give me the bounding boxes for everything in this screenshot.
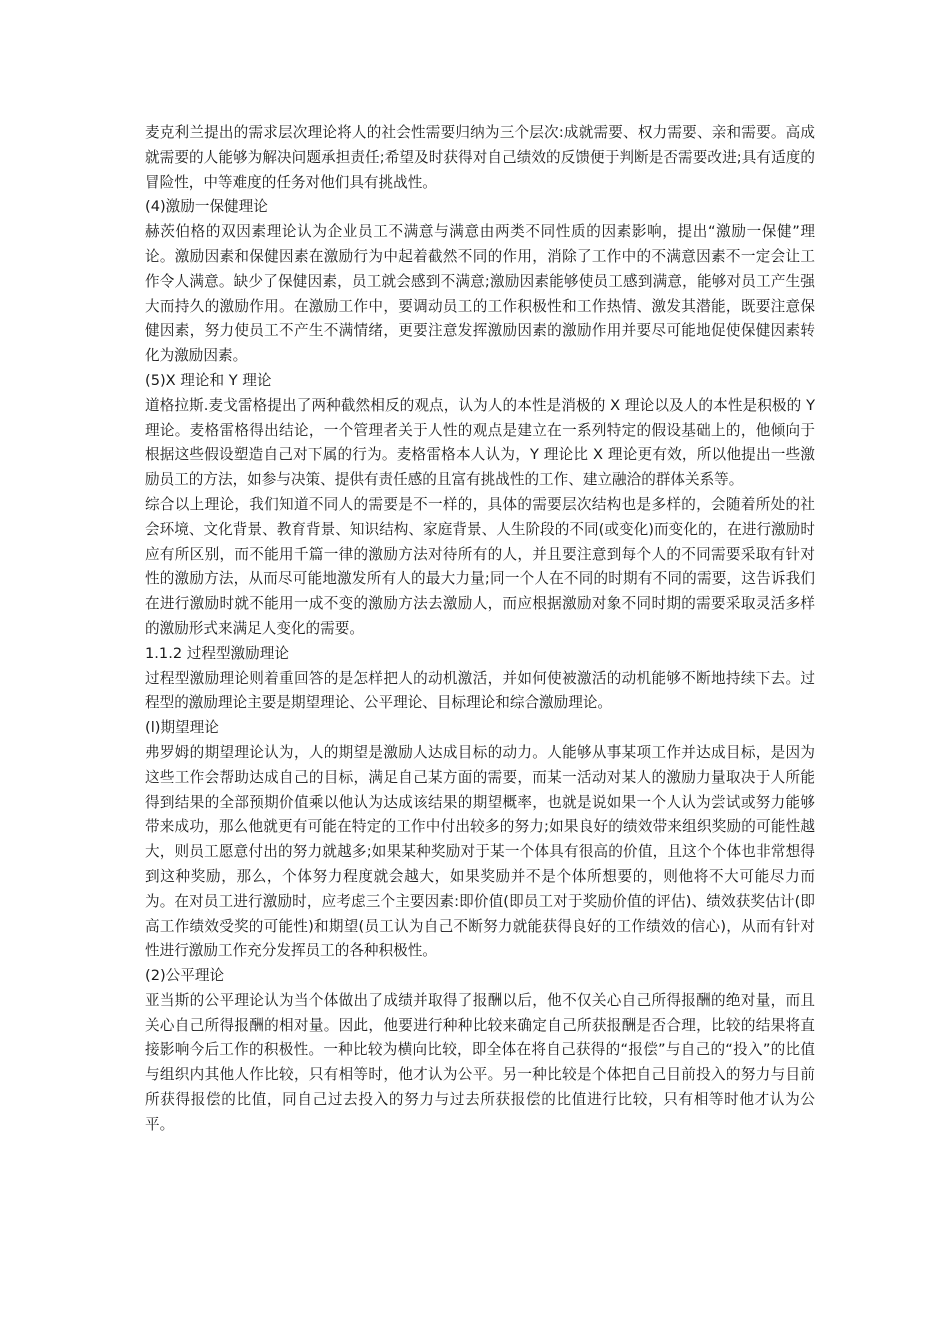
paragraph-process-intro: 过程型激励理论则着重回答的是怎样把人的动机激活，并如何使被激活的动机能够不断地持续下去。过程型的激励理论主要是期望理论、公平理论、目标理论和综合激励理论。 (145, 669, 815, 712)
paragraph-herzberg: 赫茨伯格的双因素理论认为企业员工不满意与满意由两类不同性质的因素影响，提出“激励一保健”理论。激励因素和保健因素在激励行为中起着截然不同的作用，消除了工作中的不满意因素不一定会让工作令人满意。缺少了保健因素，员工就会感到不满意;激励因素能够使员工感到满意，能够对员工产生强大而持久的激励作用。在激励工作中，要调动员工的工作积极性和工作热情、激发其潜能，既要注意保健因素，努力使员工不产生不满情绪，更要注意发挥激励因素的激励作用并要尽可能地促使保健因素转化为激励因素。 (145, 223, 815, 365)
paragraph-mcclelland: 麦克利兰提出的需求层次理论将人的社会性需要归纳为三个层次:成就需要、权力需要、亲和需要。高成就需要的人能够为解决问题承担责任;希望及时获得对自己绩效的反馈便于判断是否需要改进;具有适度的冒险性，中等难度的任务对他们具有挑战性。 (145, 124, 815, 191)
document-page (145, 121, 815, 1138)
heading-process-theory: 1.1.2 过程型激励理论 (145, 644, 289, 662)
paragraph-mcgregor: 道格拉斯.麦戈雷格提出了两种截然相反的观点，认为人的本性是消极的 X 理论以及人的本性是积极的 Y 理论。麦格雷格得出结论，一个管理者关于人性的观点是建立在一系列特定的假设基础上的，他倾向于根据这些假设塑造自己对下属的行为。麦格雷格本人认为，Y 理论比 X 理论更有效，所以他提出一些激励员工的方法，如参与决策、提供有责任感的且富有挑战性的工作、建立融洽的群体关系等。 (145, 396, 815, 489)
paragraph-vroom: 弗罗姆的期望理论认为，人的期望是激励人达成目标的动力。人能够从事某项工作并达成目标，是因为这些工作会帮助达成自己的目标，满足自己某方面的需要，而某一活动对某人的激励力量取决于人所能得到结果的全部预期价值乘以他认为达成该结果的期望概率，也就是说如果一个人认为尝试或努力能够带来成功，那么他就更有可能在特定的工作中付出较多的努力;如果良好的绩效带来组织奖励的可能性越大，则员工愿意付出的努力就越多;如果某种奖励对于某一个体具有很高的价值，且这个个体也非常想得到这种奖励，那么，个体努力程度就会越大，如果奖励并不是个体所想要的，则他将不大可能尽力而为。在对员工进行激励时，应考虑三个主要因素:即价值(即员工对于奖励价值的评估)、绩效获奖估计(即高工作绩效受奖的可能性)和期望(员工认为自己不断努力就能获得良好的工作绩效的信心)，从而有针对性进行激励工作充分发挥员工的各种积极性。 (145, 743, 815, 960)
heading-motivation-hygiene: (4)激励一保健理论 (145, 198, 268, 216)
heading-x-y-theory: (5)X 理论和 Y 理论 (145, 371, 272, 389)
heading-expectancy: (l)期望理论 (145, 719, 219, 737)
paragraph-adams: 亚当斯的公平理论认为当个体做出了成绩并取得了报酬以后，他不仅关心自己所得报酬的绝对量，而且关心自己所得报酬的相对量。因此，他要进行种种比较来确定自己所获报酬是否合理，比较的结果将直接影响今后工作的积极性。一种比较为横向比较，即全体在将自己获得的“报偿”与自己的“投入”的比值与组织内其他人作比较，只有相等时，他才认为公平。另一种比较是个体把自己目前投入的努力与目前所获得报偿的比值，同自己过去投入的努力与过去所获报偿的比值进行比较，只有相等时他才认为公平。 (145, 991, 815, 1133)
heading-equity: (2)公平理论 (145, 967, 225, 985)
paragraph-summary: 综合以上理论，我们知道不同人的需要是不一样的，具体的需要层次结构也是多样的，会随着所处的社会环境、文化背景、教育背景、知识结构、家庭背景、人生阶段的不同(或变化)而变化的，在进行激励时应有所区别，而不能用千篇一律的激励方法对待所有的人，并且要注意到每个人的不同需要采取有针对性的激励方法，从而尽可能地激发所有人的最大力量;同一个人在不同的时期有不同的需要，这告诉我们在进行激励时就不能用一成不变的激励方法去激励人，而应根据激励对象不同时期的需要采取灵活多样的激励形式来满足人变化的需要。 (145, 495, 815, 637)
